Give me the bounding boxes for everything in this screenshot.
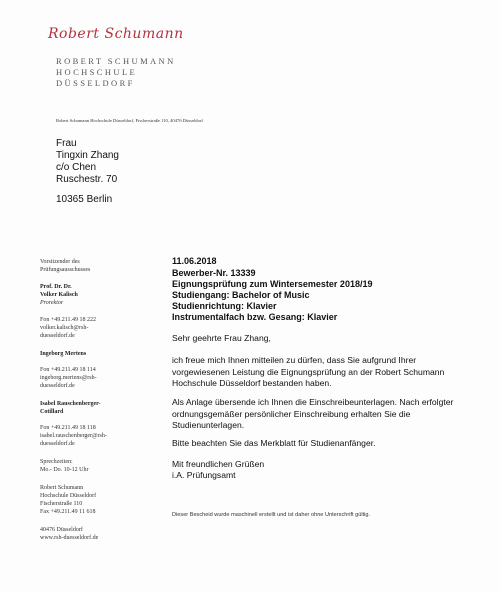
paragraph-1: ich freue mich Ihnen mitteilen zu dürfen, dass Sie aufgrund Ihrer vorgewiesenen Leistung die Eignungsprüfung an der Robert Schumann Hochschule Düsseldorf bestanden haben. bbox=[172, 355, 445, 388]
person3-name-2: Cotillard bbox=[40, 409, 64, 415]
person1-phone: Fon +49.211.49 18 222 bbox=[40, 317, 96, 323]
person1-name-2: Volker Kalisch bbox=[40, 292, 78, 298]
person2-email-1[interactable]: ingeborg.mertens@rsh- bbox=[40, 375, 97, 381]
office-hours-label: Sprechzeiten: bbox=[40, 459, 73, 465]
office-hours-value: Mo.- Do. 10-12 Uhr bbox=[40, 467, 89, 473]
person1-name-1: Prof. Dr. Dr. bbox=[40, 284, 72, 290]
person2-email-2[interactable]: duesseldorf.de bbox=[40, 383, 75, 389]
paragraph-3: Bitte beachten Sie das Merkblatt für Studienanfänger. bbox=[172, 438, 376, 448]
greeting: Sehr geehrte Frau Zhang, bbox=[172, 333, 271, 343]
person3-name-1: Isabel Rauschenberger- bbox=[40, 401, 101, 407]
school-name-line1: ROBERT SCHUMANN bbox=[56, 56, 176, 66]
sender-address-line: Robert Schumann Hochschule Düsseldorf, Fischerstraße 110, 40476 Düsseldorf bbox=[56, 118, 203, 123]
school-name-line3: DÜSSELDORF bbox=[56, 78, 135, 88]
school-address-1: Robert Schumann bbox=[40, 485, 84, 491]
person3-email-1[interactable]: isabel.rauschenberger@rsh- bbox=[40, 433, 107, 439]
school-city: 40476 Düsseldorf bbox=[40, 527, 83, 533]
committee-label-2: Prüfungsausschusses bbox=[40, 267, 91, 273]
recipient-co: c/o Chen bbox=[56, 162, 97, 173]
closing-1: Mit freundlichen Grüßen bbox=[172, 459, 265, 469]
study-direction: Studienrichtung: Klavier bbox=[172, 301, 277, 311]
recipient-salutation: Frau bbox=[56, 138, 77, 149]
school-fax: Fax +49.211.49 11 618 bbox=[40, 509, 96, 515]
recipient-city: 10365 Berlin bbox=[56, 194, 113, 205]
machine-generated-note: Dieser Bescheid wurde maschinell erstellt und ist daher ohne Unterschrift gültig. bbox=[172, 512, 371, 518]
paragraph-2: Als Anlage übersende ich Ihnen die Einschreibeunterlagen. Nach erfolgter ordnungsgemäßer persönlicher Einschreibung erhalten Sie die Studienunterlagen. bbox=[172, 397, 454, 430]
school-address-2: Hochschule Düsseldorf bbox=[40, 493, 97, 499]
person3-phone: Fon +49.211.49 18 118 bbox=[40, 425, 96, 431]
person2-name: Ingeborg Mertens bbox=[40, 351, 87, 357]
instrument-subject: Instrumentalfach bzw. Gesang: Klavier bbox=[172, 312, 338, 322]
recipient-name: Tingxin Zhang bbox=[56, 150, 119, 161]
person1-email-1[interactable]: volker.kalisch@rsh- bbox=[40, 325, 89, 331]
letter-date: 11.06.2018 bbox=[172, 256, 217, 266]
recipient-street: Ruschestr. 70 bbox=[56, 174, 118, 185]
school-name-line2: HOCHSCHULE bbox=[56, 67, 138, 77]
committee-label-1: Vorsitzender des bbox=[40, 259, 80, 265]
closing-2: i.A. Prüfungsamt bbox=[172, 470, 236, 480]
person1-role: Prorektor bbox=[40, 300, 64, 306]
signature-logo: Robert Schumann bbox=[48, 26, 184, 42]
applicant-number: Bewerber-Nr. 13339 bbox=[172, 268, 256, 278]
exam-title: Eignungsprüfung zum Wintersemester 2018/19 bbox=[172, 279, 373, 289]
school-website[interactable]: www.rsh-duesseldorf.de bbox=[40, 535, 99, 541]
person3-email-2[interactable]: duesseldorf.de bbox=[40, 441, 75, 447]
person2-phone: Fon +49.211.49 18 114 bbox=[40, 367, 96, 373]
person1-email-2[interactable]: duesseldorf.de bbox=[40, 333, 75, 339]
study-program: Studiengang: Bachelor of Music bbox=[172, 290, 310, 300]
school-address-3: Fischerstraße 110 bbox=[40, 501, 83, 507]
